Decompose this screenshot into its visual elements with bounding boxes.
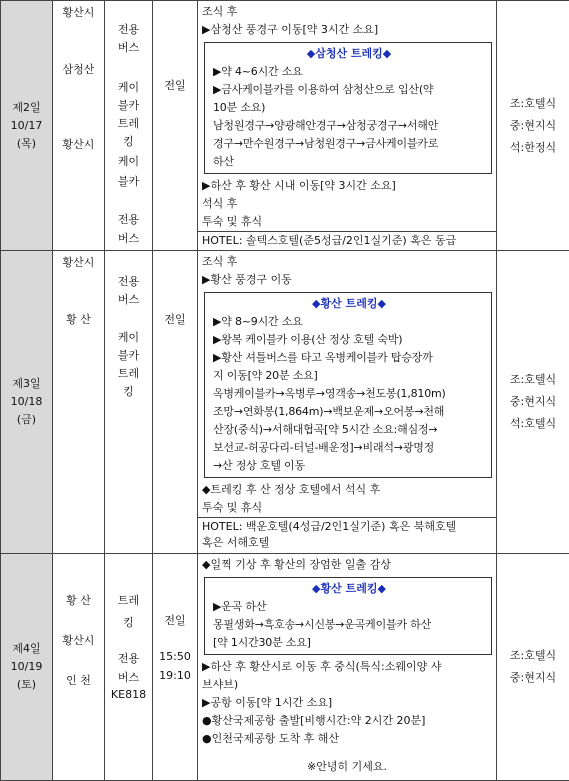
trekking-box xyxy=(204,577,492,655)
transport-text: 트레 xyxy=(105,365,152,381)
transport-text: 전용 xyxy=(105,211,152,227)
day-weekday: (금) xyxy=(1,411,52,429)
transport-text: 전용 xyxy=(105,273,152,289)
hotel-line: HOTEL: 백운호텔(4성급/2인1실기준) 혹은 북해호텔 xyxy=(202,519,492,535)
day-cell xyxy=(1,1,53,251)
schedule-line: 조식 후 xyxy=(202,3,492,21)
time-text: 전일 xyxy=(153,612,197,628)
meal-breakfast: 조:호텔식 xyxy=(497,369,569,391)
transport-text: 버스 xyxy=(105,291,152,307)
day-date: 10/18 xyxy=(1,393,52,411)
transport-text: 버스 xyxy=(105,39,152,55)
transport-text: 블카 xyxy=(105,347,152,363)
trekking-line: ▶금사케이블카를 이용하여 삼청산으로 입산(약 xyxy=(213,81,485,99)
transport-text: 트레 xyxy=(105,115,152,131)
schedule-line: 투숙 및 휴식 xyxy=(202,499,492,517)
place-name: 삼청산 xyxy=(53,61,104,77)
trekking-line: 산장(중식)→서해대협곡[약 5시간 소요:해심정→ xyxy=(213,421,485,439)
day-cell xyxy=(1,554,53,781)
day-weekday: (목) xyxy=(1,135,52,153)
transport-text: 블카 xyxy=(105,97,152,113)
day-label: 제2일 xyxy=(1,99,52,117)
schedule-line: 브샤브) xyxy=(202,676,492,694)
transport-text: 전용 xyxy=(105,650,152,666)
place-name: 황산시 xyxy=(53,632,104,648)
closing-note: ※안녕히 기세요. xyxy=(202,758,492,776)
trekking-line: →산 정상 호텔 이동 xyxy=(213,457,485,475)
schedule-line: ▶황산 풍경구 이동 xyxy=(202,271,492,289)
trekking-line: 조망→연화봉(1,864m)→백보운제→오어봉→천해 xyxy=(213,403,485,421)
trekking-line: 몽필생화→흑호송→시신봉→운곡케이블카 하산 xyxy=(213,616,485,634)
trekking-line: ▶운곡 하산 xyxy=(213,598,485,616)
schedule-line: ▶삼청산 풍경구 이동[약 3시간 소요] xyxy=(202,21,492,39)
transport-text: 케이 xyxy=(105,329,152,345)
transport-text: 케이 xyxy=(105,79,152,95)
schedule-line: ◆트레킹 후 산 정상 호텔에서 석식 후 xyxy=(202,481,492,499)
transport-text: 킹 xyxy=(105,614,152,630)
place-cell xyxy=(53,251,105,554)
day-label: 제4일 xyxy=(1,640,52,658)
schedule-line: ▶공항 이동[약 1시간 소요] xyxy=(202,694,492,712)
place-name: 황산시 xyxy=(53,4,104,20)
schedule-cell xyxy=(198,554,497,781)
transport-text: 킹 xyxy=(105,383,152,399)
schedule-line: ◆일찍 기상 후 황산의 장엄한 일출 감상 xyxy=(202,556,492,574)
trekking-line: ▶왕복 케이블카 이용(산 정상 호텔 숙박) xyxy=(213,331,485,349)
meal-cell xyxy=(497,251,569,554)
transport-text: 트레 xyxy=(105,592,152,608)
day-date: 10/19 xyxy=(1,658,52,676)
day-label: 제3일 xyxy=(1,375,52,393)
trekking-line: 남청원경구→양광해안경구→삼청궁경구→서해안 xyxy=(213,117,485,135)
hotel-info xyxy=(198,231,496,250)
trekking-line: 10분 소요) xyxy=(213,99,485,117)
meal-dinner: 석:호텔식 xyxy=(497,413,569,435)
schedule-cell xyxy=(198,251,497,554)
trekking-line: 보선교-허공다리-터널-배운정]→비래석→광명정 xyxy=(213,439,485,457)
meal-cell xyxy=(497,1,569,251)
schedule-line: ▶하산 후 황산시로 이동 후 중식(특식:소웨이양 샤 xyxy=(202,658,492,676)
hotel-line: 혹은 서해호텔 xyxy=(202,535,492,551)
time-text: 15:50 xyxy=(153,650,197,663)
day-cell xyxy=(1,251,53,554)
meal-lunch: 중:현지식 xyxy=(497,115,569,137)
day-date: 10/17 xyxy=(1,117,52,135)
transport-text: 버스 xyxy=(105,669,152,685)
transport-cell xyxy=(105,1,153,251)
trekking-title: ◆황산 트레킹◆ xyxy=(213,580,485,598)
trekking-line: 경구→만수원경구→남청원경구→금사케이블카로 xyxy=(213,135,485,153)
trekking-line: ▶황산 셔틀버스를 타고 옥병케이블카 탑승장까 xyxy=(213,349,485,367)
time-text: 전일 xyxy=(153,77,197,93)
transport-text: 전용 xyxy=(105,21,152,37)
hotel-line: HOTEL: 솔텍스호텔(준5성급/2인1실기준) 혹은 동급 xyxy=(202,233,492,249)
meal-cell xyxy=(497,554,569,781)
meal-breakfast: 조:호텔식 xyxy=(497,93,569,115)
place-name: 황 산 xyxy=(53,592,104,608)
trekking-line: ▶약 4~6시간 소요 xyxy=(213,63,485,81)
transport-text: KE818 xyxy=(105,688,152,701)
place-name: 황산시 xyxy=(53,254,104,270)
day-row-3 xyxy=(1,251,569,554)
trekking-box xyxy=(204,42,492,174)
day-weekday: (토) xyxy=(1,676,52,694)
transport-text: 킹 xyxy=(105,133,152,149)
place-name: 황산시 xyxy=(53,136,104,152)
trekking-line: 옥병케이블카→옥병루→영객송→천도봉(1,810m) xyxy=(213,385,485,403)
schedule-line: ●황산국제공항 출발[비행시간:약 2시간 20분] xyxy=(202,712,492,730)
schedule-line: 석식 후 xyxy=(202,195,492,213)
day-row-4 xyxy=(1,554,569,781)
trekking-line: 지 이동[약 20분 소요] xyxy=(213,367,485,385)
day-row-2 xyxy=(1,1,569,251)
trekking-line: [약 1시간30분 소요] xyxy=(213,634,485,652)
hotel-info xyxy=(198,517,496,552)
transport-cell xyxy=(105,251,153,554)
meal-dinner: 석:한정식 xyxy=(497,137,569,159)
place-cell xyxy=(53,1,105,251)
time-text: 전일 xyxy=(153,311,197,327)
schedule-line: 투숙 및 휴식 xyxy=(202,213,492,231)
meal-lunch: 중:현지식 xyxy=(497,391,569,413)
schedule-line: ▶하산 후 황산 시내 이동[약 3시간 소요] xyxy=(202,177,492,195)
place-cell xyxy=(53,554,105,781)
transport-text: 블카 xyxy=(105,173,152,189)
schedule-line: 조식 후 xyxy=(202,253,492,271)
time-cell xyxy=(153,1,198,251)
schedule-line: ●인천국제공항 도착 후 해산 xyxy=(202,730,492,748)
schedule-cell xyxy=(198,1,497,251)
trekking-title: ◆황산 트레킹◆ xyxy=(213,295,485,313)
trekking-line: ▶약 8~9시간 소요 xyxy=(213,313,485,331)
meal-breakfast: 조:호텔식 xyxy=(497,645,569,667)
transport-cell xyxy=(105,554,153,781)
trekking-line: 하산 xyxy=(213,153,485,171)
trekking-box xyxy=(204,292,492,478)
time-cell xyxy=(153,251,198,554)
place-name: 황 산 xyxy=(53,311,104,327)
meal-lunch: 중:현지식 xyxy=(497,667,569,689)
time-cell xyxy=(153,554,198,781)
transport-text: 버스 xyxy=(105,230,152,246)
time-text: 19:10 xyxy=(153,669,197,682)
trekking-title: ◆삼청산 트레킹◆ xyxy=(213,45,485,63)
transport-text: 케이 xyxy=(105,153,152,169)
place-name: 인 천 xyxy=(53,672,104,688)
